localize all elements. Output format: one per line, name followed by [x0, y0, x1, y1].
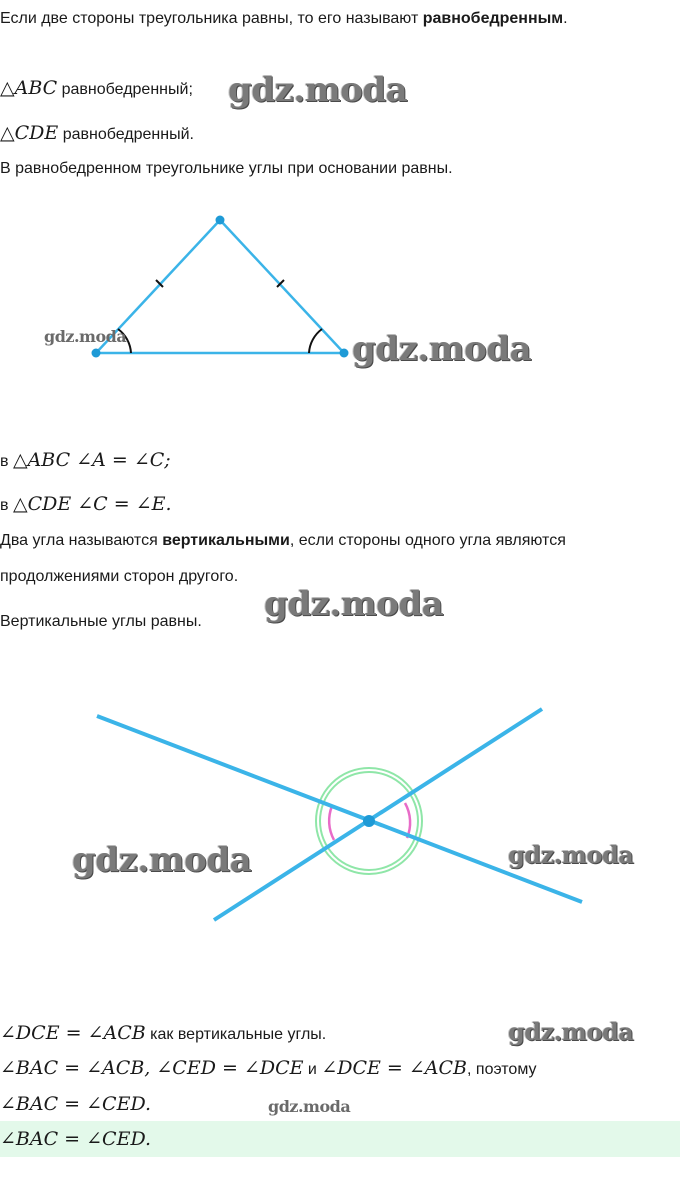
vertical-definition-line2: продолжениями сторон другого.: [0, 568, 239, 585]
term-vertical: вертикальными: [162, 532, 290, 549]
vertical-angles-diagram: [0, 690, 680, 930]
triangle-abc: △ABC: [0, 77, 58, 99]
point-top: [216, 216, 225, 225]
proof-line-1: ∠DCE = ∠ACB как вертикальные углы.: [0, 1022, 327, 1044]
eq-abc: в △ABC ∠A = ∠C;: [0, 449, 171, 471]
intro-text: Если две стороны треугольника равны, то его называют равнобедренным.: [0, 10, 568, 27]
isosceles-property: В равнобедренном треугольнике углы при основании равны.: [0, 160, 453, 177]
proof-line-2: ∠BAC = ∠ACB, ∠CED = ∠DCE и ∠DCE = ∠ACB, поэтому: [0, 1057, 537, 1079]
iso-abc-line: △ABC равнобедренный;: [0, 77, 193, 99]
eq-cde: в △CDE ∠C = ∠E.: [0, 493, 172, 515]
watermark: gdz.moda: [228, 70, 408, 110]
iso-cde-line: △CDE равнобедренный.: [0, 122, 194, 144]
watermark: gdz.moda: [352, 329, 532, 369]
intersection-point: [363, 815, 375, 827]
watermark: gdz.moda: [508, 840, 634, 869]
triangle-cde: △CDE: [0, 122, 59, 144]
watermark: gdz.moda: [264, 584, 444, 624]
proof-line-3: ∠BAC = ∠CED.: [0, 1093, 152, 1115]
answer: ∠BAC = ∠CED.: [0, 1128, 152, 1150]
vertical-definition: Два угла называются вертикальными, если стороны одного угла являются: [0, 532, 566, 549]
vertical-property: Вертикальные углы равны.: [0, 613, 202, 630]
answer-line: [0, 1128, 151, 1152]
point-left: [92, 349, 101, 358]
side-right: [220, 220, 344, 353]
angle-arc-left-pink: [329, 806, 334, 840]
point-right: [340, 349, 349, 358]
term-isosceles: равнобедренным: [422, 10, 564, 27]
line-two: [214, 709, 542, 920]
angle-arc-right: [309, 329, 322, 353]
watermark: gdz.moda: [268, 1097, 351, 1116]
watermark: gdz.moda: [44, 327, 127, 346]
watermark: gdz.moda: [508, 1017, 634, 1046]
watermark: gdz.moda: [72, 840, 252, 880]
